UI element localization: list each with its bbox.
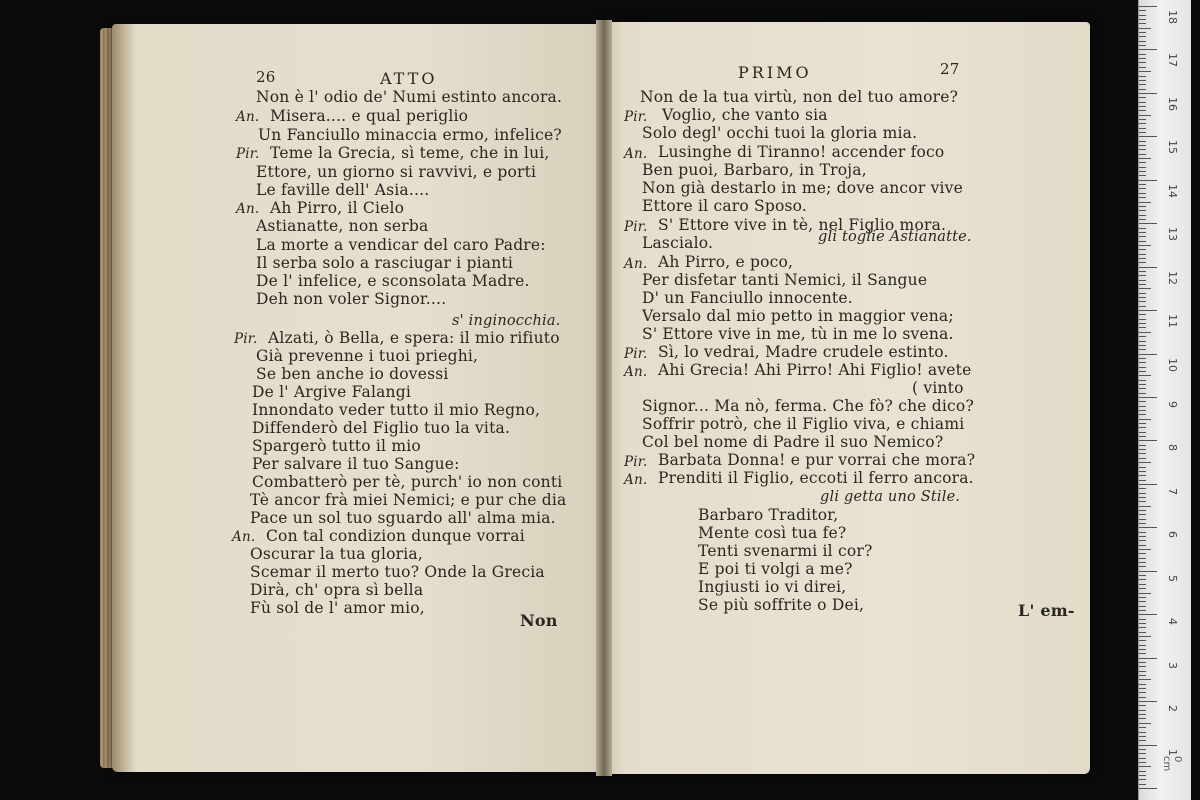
ruler-tick <box>1139 306 1146 307</box>
ruler-tick <box>1139 614 1157 615</box>
ruler-tick <box>1139 519 1146 520</box>
ruler-number: 5 <box>1166 574 1179 582</box>
ruler-tick <box>1139 228 1146 229</box>
speaker-label: An. <box>624 472 648 488</box>
ruler-tick <box>1139 749 1146 750</box>
ruler-tick <box>1139 206 1146 207</box>
ruler-tick <box>1139 128 1146 129</box>
catchword-right: L' em- <box>1018 601 1075 620</box>
ruler-tick <box>1139 297 1146 298</box>
ruler-tick <box>1139 215 1146 216</box>
text-line: Teme la Grecia, sì teme, che in lui, <box>270 144 550 162</box>
text-line: Ben puoi, Barbaro, in Troja, <box>642 161 867 179</box>
ruler-tick <box>1139 662 1146 663</box>
ruler-tick <box>1139 745 1157 746</box>
speaker-label: Pir. <box>624 454 648 470</box>
ruler-tick <box>1139 527 1157 528</box>
ruler-tick <box>1139 636 1151 637</box>
text-line: Non è l' odio de' Numi estinto ancora. <box>256 88 563 106</box>
ruler-tick <box>1139 119 1146 120</box>
ruler-tick <box>1139 736 1146 737</box>
ruler-number: 2 <box>1166 705 1179 713</box>
ruler-tick <box>1139 584 1146 585</box>
ruler-tick <box>1139 375 1151 376</box>
ruler-tick <box>1139 679 1151 680</box>
text-line: Diffenderò del Figlio tuo la vita. <box>252 419 511 437</box>
ruler-tick <box>1139 23 1146 24</box>
ruler-tick <box>1139 232 1146 233</box>
text-line: Prenditi il Figlio, eccoti il ferro ancora. <box>658 469 974 487</box>
ruler-tick <box>1139 175 1146 176</box>
ruler-tick <box>1139 649 1146 650</box>
ruler-number: 17 <box>1166 53 1179 68</box>
ruler-tick <box>1139 675 1146 676</box>
ruler-tick <box>1139 254 1146 255</box>
ruler-tick <box>1139 710 1146 711</box>
ruler-tick <box>1139 262 1146 263</box>
ruler-number: 7 <box>1166 487 1179 495</box>
ruler-tick <box>1139 97 1146 98</box>
ruler-tick <box>1139 193 1146 194</box>
text-line: Ah Pirro, e poco, <box>658 253 794 271</box>
ruler-tick <box>1139 779 1146 780</box>
ruler-tick <box>1139 123 1146 124</box>
ruler-tick <box>1139 553 1146 554</box>
text-line: D' un Fanciullo innocente. <box>642 289 853 307</box>
ruler-tick <box>1139 488 1146 489</box>
ruler-tick <box>1139 271 1146 272</box>
ruler-tick <box>1139 323 1146 324</box>
ruler-tick <box>1139 645 1146 646</box>
ruler-tick <box>1139 184 1146 185</box>
speaker-label: Pir. <box>236 146 260 162</box>
ruler-tick <box>1139 423 1146 424</box>
ruler-tick <box>1139 380 1146 381</box>
ruler-tick <box>1139 497 1146 498</box>
ruler-tick <box>1139 136 1157 137</box>
ruler-tick <box>1139 501 1146 502</box>
ruler-tick <box>1139 76 1146 77</box>
ruler-tick <box>1139 640 1146 641</box>
ruler-number: 9 <box>1166 401 1179 408</box>
ruler-tick <box>1139 601 1146 602</box>
ruler-tick <box>1139 723 1151 724</box>
ruler-tick <box>1139 632 1146 633</box>
catchword-left: Non <box>520 611 558 630</box>
ruler-tick <box>1139 558 1146 559</box>
ruler-tick <box>1139 453 1146 454</box>
ruler-number: 10 <box>1166 357 1179 372</box>
ruler-tick <box>1139 102 1146 103</box>
ruler-tick <box>1139 84 1146 85</box>
ruler-tick <box>1139 458 1146 459</box>
running-head-left: ATTO <box>380 69 438 88</box>
ruler-tick <box>1139 223 1157 224</box>
ruler-tick <box>1139 358 1146 359</box>
text-line: Lascialo. <box>642 234 714 252</box>
ruler-tick <box>1139 514 1146 515</box>
page-number-right: 27 <box>940 60 960 78</box>
ruler-tick <box>1139 245 1151 246</box>
ruler-tick <box>1139 406 1146 407</box>
ruler-tick <box>1139 241 1146 242</box>
ruler-tick <box>1139 758 1146 759</box>
text-line: Signor... Ma nò, ferma. Che fò? che dico? <box>642 397 974 415</box>
text-line: De l' infelice, e sconsolata Madre. <box>256 272 530 290</box>
speaker-label: An. <box>624 146 648 162</box>
ruler-tick <box>1139 293 1146 294</box>
text-line: Soffrir potrò, che il Figlio viva, e chiami <box>642 415 965 433</box>
ruler-tick <box>1139 310 1157 311</box>
ruler-tick <box>1139 28 1151 29</box>
text-line: ( vinto <box>912 379 964 397</box>
stage-direction: gli toglie Astianatte. <box>818 229 972 245</box>
text-line: Deh non voler Signor.... <box>256 290 447 308</box>
text-line: Se più soffrite o Dei, <box>698 596 865 614</box>
ruler-tick <box>1139 58 1146 59</box>
ruler-tick <box>1139 562 1146 563</box>
speaker-label: Pir. <box>624 109 648 125</box>
ruler-tick <box>1139 705 1146 706</box>
ruler-tick <box>1139 462 1151 463</box>
text-line: Sì, lo vedrai, Madre crudele estinto. <box>658 343 949 361</box>
ruler-tick <box>1139 784 1146 785</box>
page-number-left: 26 <box>256 68 276 86</box>
ruler-tick <box>1139 627 1146 628</box>
ruler-tick <box>1139 275 1146 276</box>
speaker-label: An. <box>624 364 648 380</box>
ruler-tick <box>1139 93 1157 94</box>
ruler-tick <box>1139 493 1146 494</box>
ruler-tick <box>1139 484 1157 485</box>
ruler-tick <box>1139 371 1146 372</box>
text-line: Le faville dell' Asia.... <box>256 181 430 199</box>
ruler-number: 3 <box>1166 661 1179 669</box>
speaker-label: An. <box>232 529 256 545</box>
ruler-tick <box>1139 606 1146 607</box>
ruler-tick <box>1139 445 1146 446</box>
ruler-tick <box>1139 688 1146 689</box>
ruler-tick <box>1139 280 1146 281</box>
speaker-label: Pir. <box>624 346 648 362</box>
ruler-number: 4 <box>1166 618 1179 626</box>
ruler-tick <box>1139 610 1146 611</box>
ruler-tick <box>1139 80 1146 81</box>
ruler-tick <box>1139 167 1146 168</box>
ruler-tick <box>1139 597 1146 598</box>
text-line: Alzati, ò Bella, e spera: il mio rifiuto <box>268 329 560 347</box>
ruler-tick <box>1139 132 1146 133</box>
ruler-number: 18 <box>1166 10 1179 24</box>
ruler-tick <box>1139 475 1146 476</box>
ruler-tick <box>1139 171 1146 172</box>
ruler-tick <box>1139 410 1146 411</box>
ruler-tick <box>1139 740 1146 741</box>
text-line: Ettore, un giorno si ravvivi, e porti <box>256 163 537 181</box>
ruler-tick <box>1139 332 1151 333</box>
text-line: S' Ettore vive in tè, nel Figlio mora. <box>658 216 947 234</box>
ruler-tick <box>1139 766 1151 767</box>
text-line: Versalo dal mio petto in maggior vena; <box>642 307 954 325</box>
text-line: S' Ettore vive in me, tù in me lo svena. <box>642 325 954 343</box>
ruler-tick <box>1139 540 1146 541</box>
ruler-tick <box>1139 393 1146 394</box>
ruler-tick <box>1139 19 1146 20</box>
ruler-tick <box>1139 362 1146 363</box>
ruler-tick <box>1139 671 1146 672</box>
ruler-tick <box>1139 284 1146 285</box>
ruler-tick <box>1139 432 1146 433</box>
ruler-tick <box>1139 314 1146 315</box>
ruler-tick <box>1139 41 1146 42</box>
text-line: Ahi Grecia! Ahi Pirro! Ahi Figlio! avete <box>658 361 972 379</box>
ruler-tick <box>1139 367 1146 368</box>
ruler-tick <box>1139 510 1146 511</box>
ruler-tick <box>1139 506 1151 507</box>
ruler-tick <box>1139 210 1146 211</box>
ruler-tick <box>1139 288 1151 289</box>
ruler-tick <box>1139 771 1146 772</box>
ruler-tick <box>1139 593 1151 594</box>
ruler-tick <box>1139 623 1146 624</box>
ruler-tick <box>1139 327 1146 328</box>
ruler-tick <box>1139 684 1146 685</box>
ruler-tick <box>1139 566 1146 567</box>
ruler-unit-label: 0 cm <box>1161 756 1183 772</box>
ruler-tick <box>1139 571 1157 572</box>
ruler-tick <box>1139 666 1146 667</box>
ruler-tick <box>1139 419 1151 420</box>
text-line: Per salvare il tuo Sangue: <box>252 455 460 473</box>
text-line: Non già destarlo in me; dove ancor vive <box>642 179 964 197</box>
text-line: Barbaro Traditor, <box>698 506 839 524</box>
ruler-tick <box>1139 106 1146 107</box>
ruler-tick <box>1139 532 1146 533</box>
ruler-tick <box>1139 467 1146 468</box>
ruler-tick <box>1139 788 1157 789</box>
ruler-tick <box>1139 536 1146 537</box>
ruler-tick <box>1139 32 1146 33</box>
ruler-tick <box>1139 54 1146 55</box>
ruler-tick <box>1139 49 1157 50</box>
ruler-number: 1 <box>1166 748 1179 756</box>
ruler-tick <box>1139 219 1146 220</box>
text-line: Innondato veder tutto il mio Regno, <box>252 401 541 419</box>
ruler-tick <box>1139 162 1146 163</box>
ruler-tick <box>1139 471 1146 472</box>
text-line: Dirà, ch' opra sì bella <box>250 581 424 599</box>
text-line: Solo degl' occhi tuoi la gloria mia. <box>642 124 918 142</box>
ruler-tick <box>1139 545 1146 546</box>
ruler-tick <box>1139 388 1146 389</box>
ruler-tick <box>1139 188 1146 189</box>
ruler-tick <box>1139 619 1146 620</box>
ruler-tick <box>1139 89 1146 90</box>
speaker-label: An. <box>236 201 260 217</box>
text-line: Per disfetar tanti Nemici, il Sangue <box>642 271 928 289</box>
text-line: De l' Argive Falangi <box>252 383 412 401</box>
speaker-label: Pir. <box>234 331 258 347</box>
ruler-tick <box>1139 440 1157 441</box>
ruler-number: 14 <box>1166 183 1179 198</box>
ruler-tick <box>1139 732 1146 733</box>
text-line: Voglio, che vanto sia <box>662 106 828 124</box>
speaker-label: An. <box>624 256 648 272</box>
ruler-tick <box>1139 480 1146 481</box>
ruler-tick <box>1139 718 1146 719</box>
ruler-tick <box>1139 154 1146 155</box>
text-line: Oscurar la tua gloria, <box>250 545 423 563</box>
ruler-tick <box>1139 36 1146 37</box>
ruler-tick <box>1139 197 1146 198</box>
ruler-tick <box>1139 549 1151 550</box>
ruler-tick <box>1139 762 1146 763</box>
text-line: Ah Pirro, il Cielo <box>270 199 405 217</box>
ruler-tick <box>1139 401 1146 402</box>
running-head-right: PRIMO <box>738 63 812 82</box>
ruler-tick <box>1139 15 1146 16</box>
text-line: Combatterò per tè, purch' io non conti <box>252 473 563 491</box>
ruler-tick <box>1139 67 1146 68</box>
ruler-tick <box>1139 141 1146 142</box>
ruler-tick <box>1139 110 1146 111</box>
text-line: Astianatte, non serba <box>256 217 429 235</box>
text-line: Pace un sol tuo sguardo all' alma mia. <box>250 509 556 527</box>
book-gutter <box>596 20 612 776</box>
ruler-tick <box>1139 427 1146 428</box>
ruler-tick <box>1139 753 1146 754</box>
ruler-tick <box>1139 345 1146 346</box>
ruler-number: 13 <box>1166 227 1179 242</box>
text-line: Barbata Donna! e pur vorrai che mora? <box>658 451 976 469</box>
ruler-number: 6 <box>1166 531 1179 539</box>
ruler-tick <box>1139 658 1157 659</box>
ruler-tick <box>1139 523 1146 524</box>
ruler-tick <box>1139 653 1146 654</box>
ruler-tick <box>1139 775 1146 776</box>
text-line: La morte a vendicar del caro Padre: <box>256 236 546 254</box>
ruler-tick <box>1139 158 1151 159</box>
ruler-number: 11 <box>1166 314 1179 329</box>
ruler-tick <box>1139 714 1146 715</box>
ruler-tick <box>1139 384 1146 385</box>
ruler-tick <box>1139 145 1146 146</box>
ruler-tick <box>1139 202 1151 203</box>
ruler-tick <box>1139 10 1146 11</box>
speaker-label: Pir. <box>624 219 648 235</box>
ruler-tick <box>1139 6 1157 7</box>
text-line: Spargerò tutto il mio <box>252 437 421 455</box>
ruler-tick <box>1139 436 1146 437</box>
text-line: Tè ancor frà miei Nemici; e pur che dia <box>250 491 567 509</box>
text-line: Ettore il caro Sposo. <box>642 197 808 215</box>
text-line: Misera.... e qual periglio <box>270 107 469 125</box>
ruler-number: 12 <box>1166 270 1179 285</box>
text-line: Mente così tua fe? <box>698 524 847 542</box>
text-line: Il serba solo a rasciugar i pianti <box>256 254 514 272</box>
ruler-tick <box>1139 336 1146 337</box>
ruler-number: 8 <box>1166 444 1179 452</box>
ruler-tick <box>1139 149 1146 150</box>
measuring-ruler <box>1138 0 1191 800</box>
ruler-tick <box>1139 692 1146 693</box>
ruler-tick <box>1139 575 1146 576</box>
text-line: Tenti svenarmi il cor? <box>698 542 873 560</box>
ruler-tick <box>1139 258 1146 259</box>
ruler-tick <box>1139 588 1146 589</box>
text-line: Col bel nome di Padre il suo Nemico? <box>642 433 944 451</box>
text-line: Non de la tua virtù, non del tuo amore? <box>640 88 959 106</box>
ruler-tick <box>1139 301 1146 302</box>
ruler-tick <box>1139 71 1151 72</box>
ruler-tick <box>1139 579 1146 580</box>
text-line: E poi ti volgi a me? <box>698 560 853 578</box>
ruler-tick <box>1139 341 1146 342</box>
ruler-tick <box>1139 115 1151 116</box>
text-line: Un Fanciullo minaccia ermo, infelice? <box>258 126 562 144</box>
speaker-label: An. <box>236 109 260 125</box>
ruler-tick <box>1139 249 1146 250</box>
ruler-tick <box>1139 727 1146 728</box>
text-line: Ingiusti io vi direi, <box>698 578 847 596</box>
ruler-tick <box>1139 701 1157 702</box>
text-line: Se ben anche io dovessi <box>256 365 449 383</box>
ruler-tick <box>1139 697 1146 698</box>
ruler-tick <box>1139 319 1146 320</box>
text-line: Già prevenne i tuoi prieghi, <box>256 347 479 365</box>
ruler-number: 15 <box>1166 140 1179 155</box>
text-line: Fù sol de l' amor mio, <box>250 599 425 617</box>
ruler-tick <box>1139 267 1157 268</box>
ruler-number: 16 <box>1166 96 1179 111</box>
ruler-tick <box>1139 349 1146 350</box>
text-line: Scemar il merto tuo? Onde la Grecia <box>250 563 545 581</box>
ruler-tick <box>1139 62 1146 63</box>
stage-direction: s' inginocchia. <box>452 313 561 329</box>
ruler-tick <box>1139 236 1146 237</box>
ruler-tick <box>1139 414 1146 415</box>
ruler-tick <box>1139 180 1157 181</box>
text-line: Con tal condizion dunque vorrai <box>266 527 525 545</box>
ruler-tick <box>1139 354 1157 355</box>
text-line: Lusinghe di Tiranno! accender foco <box>658 143 945 161</box>
ruler-tick <box>1139 397 1157 398</box>
ruler-tick <box>1139 45 1146 46</box>
ruler-tick <box>1139 449 1146 450</box>
stage-direction: gli getta uno Stile. <box>820 489 961 505</box>
